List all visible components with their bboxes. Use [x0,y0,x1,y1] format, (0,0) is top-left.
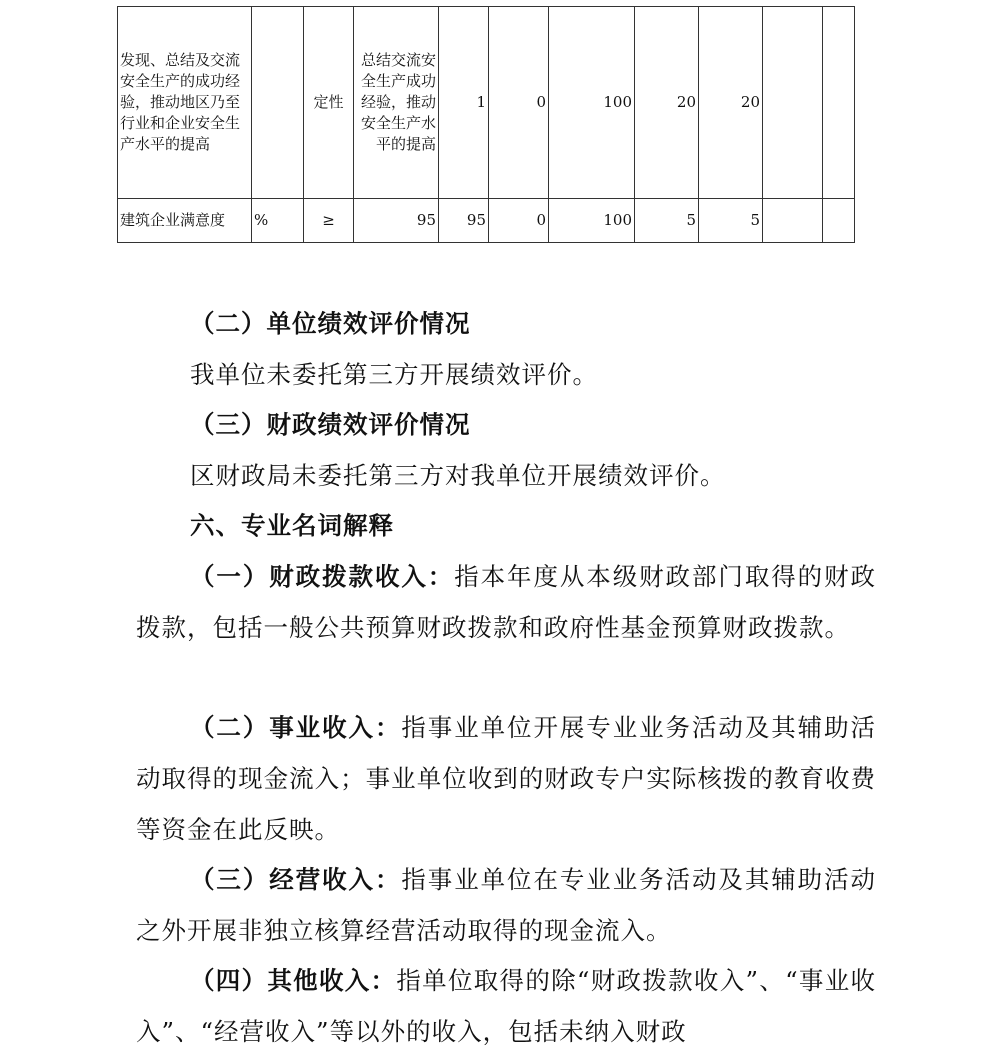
term-definition: 指单位取得的除“财政拨款收入”、“事业收入”、“经营收入”等以外的收入，包括未纳入财政 [136,966,877,1046]
table-row [118,199,855,243]
term-definition: 指事业单位在专业业务活动及其辅助活动之外开展非独立核算经营活动取得的现金流入。 [136,865,876,945]
heading-text: （二）单位绩效评价情况 [190,309,471,338]
section-heading-glossary [136,500,876,551]
section-heading-unit-evaluation [136,298,876,349]
empty-cell [823,199,855,243]
glossary-item-operating-income [136,854,876,956]
table-row [118,7,855,199]
term-label: （四）其他收入： [190,966,397,995]
glossary-item-other-income [136,955,876,1057]
heading-text: 六、专业名词解释 [190,511,394,540]
actual-cell: 1 [439,7,489,199]
rate-cell: 100 [549,199,635,243]
empty-cell [763,199,823,243]
rate-cell: 100 [549,7,635,199]
weight-cell: 20 [635,7,699,199]
unit-cell [252,7,304,199]
actual-cell: 95 [439,199,489,243]
score-cell: 5 [699,199,763,243]
section-heading-finance-evaluation [136,399,876,450]
term-label: （二）事业收入： [190,713,402,742]
deviation-cell: 0 [489,7,549,199]
target-cell: 95 [354,199,439,243]
term-definition: 指本年度从本级财政部门取得的财政拨款，包括一般公共预算财政拨款和政府性基金预算财政拨款。 [136,562,877,642]
weight-cell: 5 [635,199,699,243]
indicator-cell: 建筑企业满意度 [118,199,252,243]
term-definition: 指事业单位开展专业业务活动及其辅助活动取得的现金流入；事业单位收到的财政专户实际核拨的教育收费等资金在此反映。 [136,713,876,844]
paragraph-unit-evaluation: 我单位未委托第三方开展绩效评价。 [190,360,598,389]
symbol-cell: 定性 [304,7,354,199]
heading-text: （三）财政绩效评价情况 [190,410,471,439]
glossary-item-business-income [136,702,876,855]
paragraph-finance-evaluation: 区财政局未委托第三方对我单位开展绩效评价。 [190,461,726,490]
glossary-item-fiscal-appropriation [136,551,876,653]
performance-table [117,6,855,243]
score-cell: 20 [699,7,763,199]
term-label: （三）经营收入： [190,865,402,894]
term-label: （一）财政拨款收入： [190,562,455,591]
symbol-cell: ≥ [304,199,354,243]
empty-cell [763,7,823,199]
deviation-cell: 0 [489,199,549,243]
unit-cell: % [252,199,304,243]
indicator-cell: 发现、总结及交流安全生产的成功经验，推动地区乃至行业和企业安全生产水平的提高 [118,7,252,199]
target-cell: 总结交流安全生产成功经验，推动安全生产水平的提高 [354,7,439,199]
empty-cell [823,7,855,199]
